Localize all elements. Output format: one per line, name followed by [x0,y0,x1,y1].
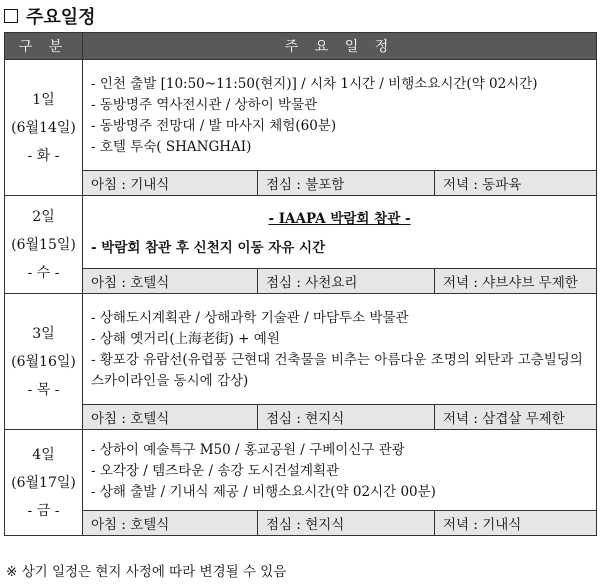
day2-label: 2일 (6월15일) - 수 - [5,196,83,294]
dinner: 저녁 : 샤브샤브 무제한 [434,269,596,293]
list-item: - 황포강 유람선(유럽풍 근현대 건축물을 비추는 아름다운 조명의 외탄과 고층빌딩의 스카이라인을 동시에 감상) [91,352,583,389]
day1-meals-row [5,171,597,196]
breakfast: 아침 : 기내식 [83,171,257,195]
day4-items [83,430,597,511]
list-item: - 동방명주 전망대 / 발 마사지 체험(60분) [91,118,337,134]
breakfast: 아침 : 호텔식 [83,269,257,293]
event-heading: - IAAPA 박람회 참관 - [268,211,411,227]
list-item: - 상해도시계획관 / 상해과학 기술관 / 마담투소 박물관 [91,310,409,326]
day4-row [5,430,597,511]
day3-meals-row [5,405,597,430]
section-title-text: 주요일정 [26,7,96,28]
day1-row [5,60,597,171]
breakfast: 아침 : 호텔식 [83,511,257,535]
list-item: - 호텔 투숙( SHANGHAI) [91,139,252,155]
lunch: 점심 : 불포함 [257,171,434,195]
lunch: 점심 : 사천요리 [257,269,434,293]
day3-row [5,294,597,405]
section-title [4,2,96,30]
day4-label: 4일 (6월17일) - 금 - [5,430,83,536]
day3-items [83,294,597,405]
list-item: - 동방명주 역사전시관 / 상하이 박물관 [91,97,318,113]
footnote: ※ 상기 일정은 현지 사정에 따라 변경될 수 있음 [6,564,287,580]
day1-label: 1일 (6월14일) - 화 - [5,60,83,196]
list-item: - 박람회 참관 후 신천지 이동 자유 시간 [91,240,326,256]
day4-meals-row [5,511,597,536]
dinner: 저녁 : 삼겹살 무제한 [434,405,596,429]
dinner: 저녁 : 기내식 [434,511,596,535]
list-item: - 오각장 / 템즈타운 / 송강 도시건설계획관 [91,462,340,479]
header-category: 구 분 [5,33,83,60]
day1-items [83,60,597,171]
list-item: - 인천 출발 [10:50~11:50(현지)] / 시차 1시간 / 비행소요시간(약 02시간) [91,76,538,92]
breakfast: 아침 : 호텔식 [83,405,257,429]
day2-row [5,196,597,269]
schedule-table [4,32,597,536]
list-item: - 상해 옛거리(上海老街) + 예원 [91,331,280,347]
list-item: - 상하이 예술특구 M50 / 홍교공원 / 구베이신구 관광 [91,441,405,458]
lunch: 점심 : 현지식 [257,405,434,429]
header-schedule: 주 요 일 정 [83,33,597,60]
day2-items [83,196,597,269]
dinner: 저녁 : 동파육 [434,171,596,195]
day3-label: 3일 (6월16일) - 목 - [5,294,83,430]
day2-meals-row [5,269,597,294]
list-item: - 상해 출발 / 기내식 제공 / 비행소요시간(약 02시간 00분) [91,483,436,500]
lunch: 점심 : 현지식 [257,511,434,535]
checkbox-square-icon [4,9,18,23]
table-header-row [5,33,597,60]
